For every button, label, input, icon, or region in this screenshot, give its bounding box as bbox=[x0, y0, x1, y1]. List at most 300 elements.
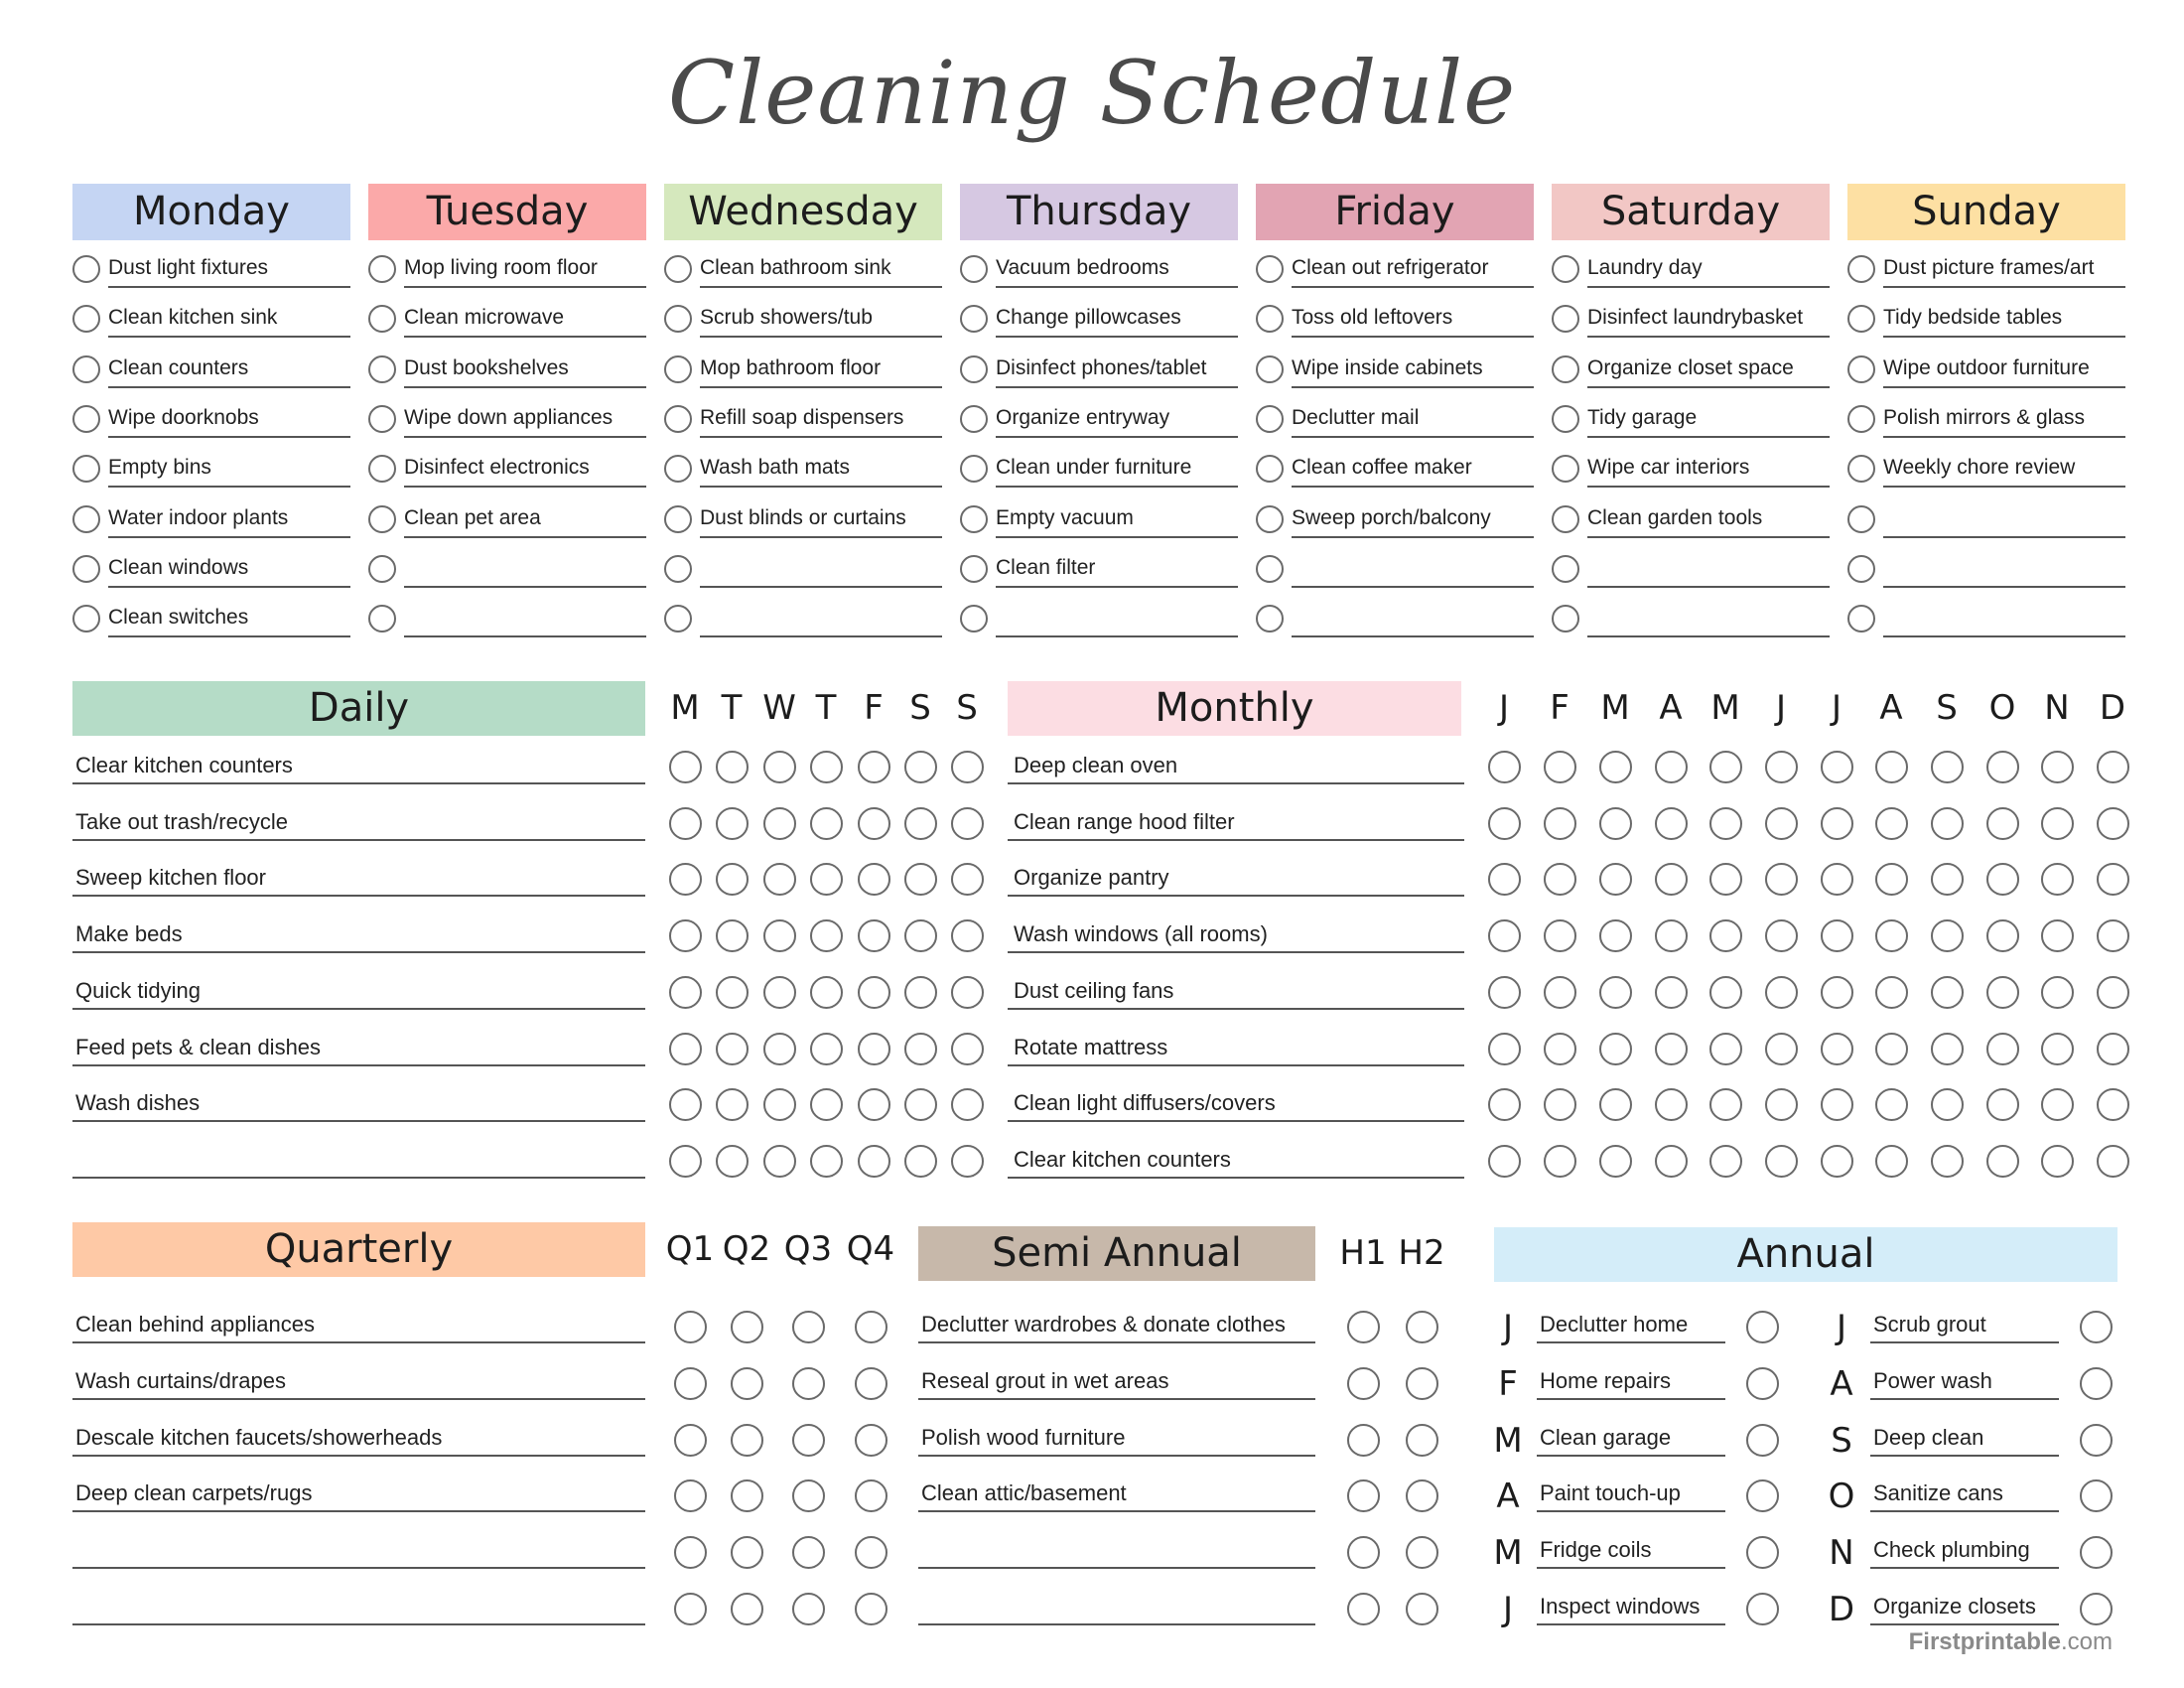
monthly-checkbox[interactable] bbox=[1709, 807, 1742, 840]
monthly-checkbox[interactable] bbox=[1488, 1145, 1521, 1178]
daily-day-letter: M bbox=[670, 688, 700, 728]
weekly-task-checkbox[interactable] bbox=[1552, 555, 1579, 583]
monthly-checkbox[interactable] bbox=[1544, 976, 1576, 1009]
quarterly-checkbox[interactable] bbox=[674, 1479, 707, 1512]
daily-checkbox[interactable] bbox=[669, 807, 702, 840]
daily-checkbox[interactable] bbox=[669, 1033, 702, 1065]
weekly-task-checkbox[interactable] bbox=[960, 455, 988, 483]
monthly-checkbox[interactable] bbox=[1765, 1145, 1798, 1178]
monthly-month-letter: S bbox=[1936, 688, 1958, 728]
day-header-monday: Monday bbox=[72, 184, 350, 240]
weekly-task-checkbox[interactable] bbox=[664, 455, 692, 483]
monthly-checkbox[interactable] bbox=[2041, 1145, 2074, 1178]
daily-checkbox[interactable] bbox=[904, 976, 937, 1009]
weekly-task-checkbox[interactable] bbox=[1256, 505, 1284, 533]
daily-task-label: Make beds bbox=[72, 915, 645, 953]
daily-checkbox[interactable] bbox=[951, 919, 984, 952]
weekly-task-label: Scrub showers/tub bbox=[700, 300, 942, 338]
daily-checkbox[interactable] bbox=[810, 1088, 843, 1121]
weekly-task-checkbox[interactable] bbox=[1256, 255, 1284, 283]
monthly-checkbox[interactable] bbox=[1931, 863, 1964, 896]
weekly-task-checkbox[interactable] bbox=[1552, 405, 1579, 433]
monthly-checkbox[interactable] bbox=[2041, 976, 2074, 1009]
daily-checkbox[interactable] bbox=[858, 1033, 890, 1065]
monthly-checkbox[interactable] bbox=[1986, 807, 2019, 840]
page-title: Cleaning Schedule bbox=[667, 42, 1517, 144]
daily-checkbox[interactable] bbox=[904, 807, 937, 840]
monthly-checkbox[interactable] bbox=[1875, 976, 1908, 1009]
weekly-task-checkbox[interactable] bbox=[960, 405, 988, 433]
monthly-checkbox[interactable] bbox=[1986, 1033, 2019, 1065]
monthly-checkbox[interactable] bbox=[1655, 863, 1688, 896]
monthly-checkbox[interactable] bbox=[1986, 751, 2019, 783]
weekly-task-label: Tidy bedside tables bbox=[1883, 300, 2125, 338]
daily-checkbox[interactable] bbox=[951, 807, 984, 840]
daily-checkbox[interactable] bbox=[669, 751, 702, 783]
daily-checkbox[interactable] bbox=[858, 807, 890, 840]
weekly-task-checkbox[interactable] bbox=[960, 305, 988, 333]
daily-checkbox[interactable] bbox=[951, 863, 984, 896]
monthly-checkbox[interactable] bbox=[1875, 919, 1908, 952]
monthly-checkbox[interactable] bbox=[1765, 919, 1798, 952]
weekly-task-label: Empty bins bbox=[108, 450, 350, 488]
semi-annual-checkbox[interactable] bbox=[1406, 1311, 1438, 1343]
daily-checkbox[interactable] bbox=[763, 919, 796, 952]
monthly-checkbox[interactable] bbox=[1986, 976, 2019, 1009]
quarterly-checkbox[interactable] bbox=[731, 1424, 763, 1457]
monthly-checkbox[interactable] bbox=[1655, 751, 1688, 783]
daily-checkbox[interactable] bbox=[810, 1145, 843, 1178]
daily-checkbox[interactable] bbox=[858, 863, 890, 896]
weekly-task-checkbox[interactable] bbox=[368, 605, 396, 633]
monthly-header: Monthly bbox=[1008, 681, 1461, 736]
annual-task-label: Home repairs bbox=[1537, 1362, 1725, 1400]
weekly-task-checkbox[interactable] bbox=[368, 555, 396, 583]
weekly-task-checkbox[interactable] bbox=[664, 255, 692, 283]
weekly-task-checkbox[interactable] bbox=[368, 255, 396, 283]
monthly-checkbox[interactable] bbox=[1488, 807, 1521, 840]
daily-day-letter: S bbox=[956, 688, 978, 728]
monthly-checkbox[interactable] bbox=[1821, 1088, 1853, 1121]
monthly-checkbox[interactable] bbox=[1544, 1033, 1576, 1065]
monthly-checkbox[interactable] bbox=[1488, 919, 1521, 952]
daily-checkbox[interactable] bbox=[858, 751, 890, 783]
monthly-checkbox[interactable] bbox=[1709, 1033, 1742, 1065]
weekly-task-checkbox[interactable] bbox=[960, 555, 988, 583]
semi-annual-checkbox[interactable] bbox=[1347, 1593, 1380, 1625]
weekly-task-checkbox[interactable] bbox=[1552, 505, 1579, 533]
monthly-checkbox[interactable] bbox=[2097, 976, 2129, 1009]
monthly-checkbox[interactable] bbox=[1544, 1088, 1576, 1121]
monthly-checkbox[interactable] bbox=[1765, 976, 1798, 1009]
weekly-task-checkbox[interactable] bbox=[72, 605, 100, 633]
daily-checkbox[interactable] bbox=[669, 1145, 702, 1178]
monthly-checkbox[interactable] bbox=[1821, 976, 1853, 1009]
monthly-checkbox[interactable] bbox=[1765, 1033, 1798, 1065]
annual-checkbox[interactable] bbox=[1746, 1424, 1779, 1457]
weekly-task-label: Clean kitchen sink bbox=[108, 300, 350, 338]
weekly-task-checkbox[interactable] bbox=[368, 505, 396, 533]
annual-checkbox[interactable] bbox=[2080, 1593, 2113, 1625]
annual-checkbox[interactable] bbox=[2080, 1311, 2113, 1343]
quarterly-checkbox[interactable] bbox=[855, 1424, 887, 1457]
monthly-checkbox[interactable] bbox=[1986, 1145, 2019, 1178]
monthly-checkbox[interactable] bbox=[1986, 1088, 2019, 1121]
quarterly-checkbox[interactable] bbox=[674, 1311, 707, 1343]
daily-checkbox[interactable] bbox=[858, 1088, 890, 1121]
daily-checkbox[interactable] bbox=[716, 919, 749, 952]
monthly-checkbox[interactable] bbox=[1655, 1033, 1688, 1065]
weekly-task-checkbox[interactable] bbox=[1256, 305, 1284, 333]
weekly-task-label: Clean microwave bbox=[404, 300, 646, 338]
monthly-checkbox[interactable] bbox=[1875, 807, 1908, 840]
daily-checkbox[interactable] bbox=[763, 976, 796, 1009]
monthly-checkbox[interactable] bbox=[2041, 1033, 2074, 1065]
semi-annual-checkbox[interactable] bbox=[1347, 1479, 1380, 1512]
annual-checkbox[interactable] bbox=[2080, 1479, 2113, 1512]
monthly-checkbox[interactable] bbox=[1765, 807, 1798, 840]
weekly-task-label bbox=[1587, 550, 1830, 588]
weekly-task-checkbox[interactable] bbox=[72, 505, 100, 533]
weekly-task-checkbox[interactable] bbox=[1256, 405, 1284, 433]
monthly-checkbox[interactable] bbox=[1875, 751, 1908, 783]
daily-checkbox[interactable] bbox=[669, 976, 702, 1009]
daily-checkbox[interactable] bbox=[858, 1145, 890, 1178]
weekly-task-checkbox[interactable] bbox=[1552, 355, 1579, 383]
monthly-checkbox[interactable] bbox=[1544, 1145, 1576, 1178]
weekly-task-checkbox[interactable] bbox=[664, 505, 692, 533]
quarterly-task-label bbox=[72, 1531, 645, 1569]
monthly-checkbox[interactable] bbox=[1875, 1145, 1908, 1178]
monthly-checkbox[interactable] bbox=[1765, 751, 1798, 783]
monthly-checkbox[interactable] bbox=[1765, 1088, 1798, 1121]
weekly-task-checkbox[interactable] bbox=[368, 305, 396, 333]
quarterly-header: Quarterly bbox=[72, 1222, 645, 1277]
weekly-task-label: Clean filter bbox=[996, 550, 1238, 588]
daily-checkbox[interactable] bbox=[763, 863, 796, 896]
annual-checkbox[interactable] bbox=[1746, 1536, 1779, 1569]
monthly-checkbox[interactable] bbox=[2097, 919, 2129, 952]
weekly-task-label: Wipe inside cabinets bbox=[1292, 351, 1534, 388]
monthly-checkbox[interactable] bbox=[1655, 976, 1688, 1009]
weekly-task-label: Toss old leftovers bbox=[1292, 300, 1534, 338]
semi-annual-checkbox[interactable] bbox=[1406, 1536, 1438, 1569]
monthly-checkbox[interactable] bbox=[1544, 807, 1576, 840]
daily-checkbox[interactable] bbox=[810, 863, 843, 896]
weekly-task-checkbox[interactable] bbox=[72, 305, 100, 333]
weekly-task-label: Clean garden tools bbox=[1587, 500, 1830, 538]
daily-checkbox[interactable] bbox=[951, 1088, 984, 1121]
monthly-checkbox[interactable] bbox=[1488, 976, 1521, 1009]
monthly-checkbox[interactable] bbox=[1599, 1145, 1632, 1178]
daily-checkbox[interactable] bbox=[951, 1033, 984, 1065]
daily-checkbox[interactable] bbox=[763, 807, 796, 840]
quarterly-task-label: Descale kitchen faucets/showerheads bbox=[72, 1419, 645, 1457]
monthly-checkbox[interactable] bbox=[1821, 863, 1853, 896]
monthly-checkbox[interactable] bbox=[1655, 1145, 1688, 1178]
daily-checkbox[interactable] bbox=[810, 919, 843, 952]
weekly-task-checkbox[interactable] bbox=[1256, 355, 1284, 383]
weekly-task-label: Vacuum bedrooms bbox=[996, 250, 1238, 288]
weekly-task-checkbox[interactable] bbox=[368, 405, 396, 433]
monthly-checkbox[interactable] bbox=[1821, 919, 1853, 952]
monthly-checkbox[interactable] bbox=[2097, 863, 2129, 896]
quarterly-checkbox[interactable] bbox=[855, 1479, 887, 1512]
monthly-checkbox[interactable] bbox=[1875, 1088, 1908, 1121]
semi-annual-header: Semi Annual bbox=[918, 1226, 1315, 1281]
daily-checkbox[interactable] bbox=[858, 919, 890, 952]
daily-checkbox[interactable] bbox=[810, 1033, 843, 1065]
quarterly-checkbox[interactable] bbox=[731, 1479, 763, 1512]
monthly-checkbox[interactable] bbox=[1821, 1145, 1853, 1178]
monthly-checkbox[interactable] bbox=[1821, 1033, 1853, 1065]
weekly-task-checkbox[interactable] bbox=[664, 305, 692, 333]
monthly-checkbox[interactable] bbox=[2097, 1033, 2129, 1065]
quarterly-checkbox[interactable] bbox=[792, 1424, 825, 1457]
quarterly-checkbox[interactable] bbox=[731, 1311, 763, 1343]
monthly-checkbox[interactable] bbox=[1931, 1145, 1964, 1178]
monthly-checkbox[interactable] bbox=[1821, 751, 1853, 783]
weekly-task-checkbox[interactable] bbox=[1847, 605, 1875, 633]
quarterly-checkbox[interactable] bbox=[792, 1367, 825, 1400]
monthly-task-label: Deep clean oven bbox=[1008, 747, 1464, 784]
weekly-task-checkbox[interactable] bbox=[1847, 405, 1875, 433]
daily-checkbox[interactable] bbox=[810, 751, 843, 783]
quarterly-checkbox[interactable] bbox=[674, 1424, 707, 1457]
monthly-checkbox[interactable] bbox=[1709, 976, 1742, 1009]
monthly-checkbox[interactable] bbox=[1655, 919, 1688, 952]
daily-checkbox[interactable] bbox=[951, 751, 984, 783]
weekly-task-checkbox[interactable] bbox=[368, 355, 396, 383]
weekly-task-checkbox[interactable] bbox=[72, 555, 100, 583]
monthly-checkbox[interactable] bbox=[1875, 863, 1908, 896]
weekly-task-checkbox[interactable] bbox=[1552, 255, 1579, 283]
semi-annual-checkbox[interactable] bbox=[1347, 1536, 1380, 1569]
semi-annual-checkbox[interactable] bbox=[1347, 1424, 1380, 1457]
semi-annual-checkbox[interactable] bbox=[1406, 1479, 1438, 1512]
weekly-task-checkbox[interactable] bbox=[72, 455, 100, 483]
daily-checkbox[interactable] bbox=[951, 1145, 984, 1178]
weekly-task-checkbox[interactable] bbox=[1552, 305, 1579, 333]
quarterly-checkbox[interactable] bbox=[674, 1593, 707, 1625]
daily-checkbox[interactable] bbox=[858, 976, 890, 1009]
weekly-task-label: Mop bathroom floor bbox=[700, 351, 942, 388]
monthly-checkbox[interactable] bbox=[2097, 1088, 2129, 1121]
monthly-checkbox[interactable] bbox=[2041, 863, 2074, 896]
annual-checkbox[interactable] bbox=[1746, 1367, 1779, 1400]
monthly-checkbox[interactable] bbox=[1931, 919, 1964, 952]
monthly-checkbox[interactable] bbox=[1655, 1088, 1688, 1121]
daily-checkbox[interactable] bbox=[763, 1033, 796, 1065]
weekly-task-label: Clean pet area bbox=[404, 500, 646, 538]
semi-annual-checkbox[interactable] bbox=[1406, 1424, 1438, 1457]
semi-annual-checkbox[interactable] bbox=[1406, 1367, 1438, 1400]
monthly-checkbox[interactable] bbox=[1544, 863, 1576, 896]
monthly-checkbox[interactable] bbox=[2041, 751, 2074, 783]
monthly-checkbox[interactable] bbox=[1931, 807, 1964, 840]
daily-checkbox[interactable] bbox=[763, 751, 796, 783]
monthly-checkbox[interactable] bbox=[1655, 807, 1688, 840]
monthly-checkbox[interactable] bbox=[1709, 1145, 1742, 1178]
weekly-task-checkbox[interactable] bbox=[1847, 455, 1875, 483]
quarterly-checkbox[interactable] bbox=[731, 1536, 763, 1569]
daily-checkbox[interactable] bbox=[904, 1033, 937, 1065]
weekly-task-checkbox[interactable] bbox=[1847, 255, 1875, 283]
annual-month-letter: N bbox=[1829, 1533, 1854, 1574]
monthly-checkbox[interactable] bbox=[2041, 919, 2074, 952]
quarterly-checkbox[interactable] bbox=[855, 1367, 887, 1400]
monthly-checkbox[interactable] bbox=[1709, 1088, 1742, 1121]
annual-month-letter: J bbox=[1502, 1590, 1514, 1629]
daily-checkbox[interactable] bbox=[669, 1088, 702, 1121]
weekly-task-checkbox[interactable] bbox=[368, 455, 396, 483]
monthly-checkbox[interactable] bbox=[1599, 919, 1632, 952]
monthly-checkbox[interactable] bbox=[2041, 1088, 2074, 1121]
daily-checkbox[interactable] bbox=[716, 976, 749, 1009]
weekly-task-checkbox[interactable] bbox=[664, 605, 692, 633]
monthly-checkbox[interactable] bbox=[1544, 919, 1576, 952]
monthly-month-letter: M bbox=[1600, 688, 1630, 728]
weekly-task-checkbox[interactable] bbox=[664, 405, 692, 433]
weekly-task-checkbox[interactable] bbox=[1256, 555, 1284, 583]
monthly-checkbox[interactable] bbox=[1488, 1033, 1521, 1065]
monthly-checkbox[interactable] bbox=[1931, 751, 1964, 783]
monthly-month-letter: O bbox=[1988, 688, 2016, 728]
weekly-task-checkbox[interactable] bbox=[1847, 505, 1875, 533]
weekly-task-checkbox[interactable] bbox=[1552, 455, 1579, 483]
monthly-checkbox[interactable] bbox=[2097, 751, 2129, 783]
weekly-task-checkbox[interactable] bbox=[1847, 305, 1875, 333]
weekly-task-label: Polish mirrors & glass bbox=[1883, 400, 2125, 438]
annual-month-letter: O bbox=[1828, 1477, 1855, 1517]
monthly-checkbox[interactable] bbox=[1709, 919, 1742, 952]
quarterly-checkbox[interactable] bbox=[855, 1311, 887, 1343]
annual-checkbox[interactable] bbox=[1746, 1479, 1779, 1512]
daily-checkbox[interactable] bbox=[716, 1088, 749, 1121]
weekly-task-checkbox[interactable] bbox=[1847, 555, 1875, 583]
weekly-task-label: Disinfect electronics bbox=[404, 450, 646, 488]
monthly-checkbox[interactable] bbox=[1599, 807, 1632, 840]
quarterly-checkbox[interactable] bbox=[731, 1367, 763, 1400]
monthly-checkbox[interactable] bbox=[2097, 807, 2129, 840]
quarterly-checkbox[interactable] bbox=[792, 1479, 825, 1512]
daily-checkbox[interactable] bbox=[716, 1033, 749, 1065]
weekly-task-label: Wash bath mats bbox=[700, 450, 942, 488]
monthly-checkbox[interactable] bbox=[1488, 1088, 1521, 1121]
monthly-checkbox[interactable] bbox=[1599, 1033, 1632, 1065]
weekly-task-checkbox[interactable] bbox=[1256, 605, 1284, 633]
daily-checkbox[interactable] bbox=[716, 863, 749, 896]
monthly-checkbox[interactable] bbox=[1599, 863, 1632, 896]
daily-checkbox[interactable] bbox=[904, 1088, 937, 1121]
annual-checkbox[interactable] bbox=[2080, 1367, 2113, 1400]
daily-task-label: Sweep kitchen floor bbox=[72, 859, 645, 897]
annual-checkbox[interactable] bbox=[1746, 1311, 1779, 1343]
daily-checkbox[interactable] bbox=[669, 919, 702, 952]
semi-annual-checkbox[interactable] bbox=[1347, 1367, 1380, 1400]
monthly-checkbox[interactable] bbox=[1488, 751, 1521, 783]
annual-task-label: Power wash bbox=[1870, 1362, 2059, 1400]
monthly-checkbox[interactable] bbox=[1488, 863, 1521, 896]
semi-annual-task-label: Reseal grout in wet areas bbox=[918, 1362, 1315, 1400]
monthly-checkbox[interactable] bbox=[1765, 863, 1798, 896]
weekly-task-checkbox[interactable] bbox=[1847, 355, 1875, 383]
monthly-month-letter: F bbox=[1550, 688, 1570, 728]
weekly-task-checkbox[interactable] bbox=[72, 255, 100, 283]
annual-checkbox[interactable] bbox=[1746, 1593, 1779, 1625]
daily-checkbox[interactable] bbox=[716, 1145, 749, 1178]
daily-checkbox[interactable] bbox=[904, 751, 937, 783]
semi-annual-checkbox[interactable] bbox=[1406, 1593, 1438, 1625]
annual-checkbox[interactable] bbox=[2080, 1424, 2113, 1457]
daily-checkbox[interactable] bbox=[716, 751, 749, 783]
daily-checkbox[interactable] bbox=[669, 863, 702, 896]
quarterly-checkbox[interactable] bbox=[674, 1536, 707, 1569]
monthly-checkbox[interactable] bbox=[1544, 751, 1576, 783]
monthly-checkbox[interactable] bbox=[1875, 1033, 1908, 1065]
weekly-task-checkbox[interactable] bbox=[664, 555, 692, 583]
daily-checkbox[interactable] bbox=[951, 976, 984, 1009]
weekly-task-checkbox[interactable] bbox=[960, 355, 988, 383]
annual-task-label: Fridge coils bbox=[1537, 1531, 1725, 1569]
weekly-task-checkbox[interactable] bbox=[1552, 605, 1579, 633]
annual-checkbox[interactable] bbox=[2080, 1536, 2113, 1569]
weekly-task-checkbox[interactable] bbox=[960, 605, 988, 633]
brand-watermark bbox=[1909, 1628, 2113, 1656]
monthly-checkbox[interactable] bbox=[1821, 807, 1853, 840]
weekly-task-checkbox[interactable] bbox=[72, 355, 100, 383]
monthly-checkbox[interactable] bbox=[1599, 751, 1632, 783]
daily-checkbox[interactable] bbox=[763, 1088, 796, 1121]
quarterly-checkbox[interactable] bbox=[792, 1593, 825, 1625]
annual-task-label: Inspect windows bbox=[1537, 1588, 1725, 1625]
monthly-checkbox[interactable] bbox=[1931, 976, 1964, 1009]
quarterly-checkbox[interactable] bbox=[792, 1311, 825, 1343]
monthly-checkbox[interactable] bbox=[1709, 863, 1742, 896]
weekly-task-checkbox[interactable] bbox=[960, 255, 988, 283]
quarterly-checkbox[interactable] bbox=[855, 1593, 887, 1625]
monthly-checkbox[interactable] bbox=[1599, 976, 1632, 1009]
monthly-checkbox[interactable] bbox=[1986, 863, 2019, 896]
semi-annual-checkbox[interactable] bbox=[1347, 1311, 1380, 1343]
quarterly-checkbox[interactable] bbox=[674, 1367, 707, 1400]
weekly-task-checkbox[interactable] bbox=[960, 505, 988, 533]
monthly-checkbox[interactable] bbox=[1931, 1033, 1964, 1065]
monthly-checkbox[interactable] bbox=[1709, 751, 1742, 783]
monthly-checkbox[interactable] bbox=[1986, 919, 2019, 952]
daily-checkbox[interactable] bbox=[810, 807, 843, 840]
daily-task-label: Take out trash/recycle bbox=[72, 803, 645, 841]
daily-checkbox[interactable] bbox=[763, 1145, 796, 1178]
monthly-checkbox[interactable] bbox=[1599, 1088, 1632, 1121]
daily-checkbox[interactable] bbox=[904, 863, 937, 896]
monthly-checkbox[interactable] bbox=[1931, 1088, 1964, 1121]
daily-checkbox[interactable] bbox=[716, 807, 749, 840]
daily-checkbox[interactable] bbox=[904, 1145, 937, 1178]
weekly-task-checkbox[interactable] bbox=[664, 355, 692, 383]
quarterly-checkbox[interactable] bbox=[792, 1536, 825, 1569]
daily-checkbox[interactable] bbox=[810, 976, 843, 1009]
quarterly-checkbox[interactable] bbox=[731, 1593, 763, 1625]
monthly-checkbox[interactable] bbox=[2041, 807, 2074, 840]
daily-checkbox[interactable] bbox=[904, 919, 937, 952]
quarterly-checkbox[interactable] bbox=[855, 1536, 887, 1569]
monthly-checkbox[interactable] bbox=[2097, 1145, 2129, 1178]
weekly-task-label bbox=[1587, 600, 1830, 637]
weekly-task-checkbox[interactable] bbox=[1256, 455, 1284, 483]
daily-day-letter: T bbox=[721, 688, 743, 728]
weekly-task-checkbox[interactable] bbox=[72, 405, 100, 433]
